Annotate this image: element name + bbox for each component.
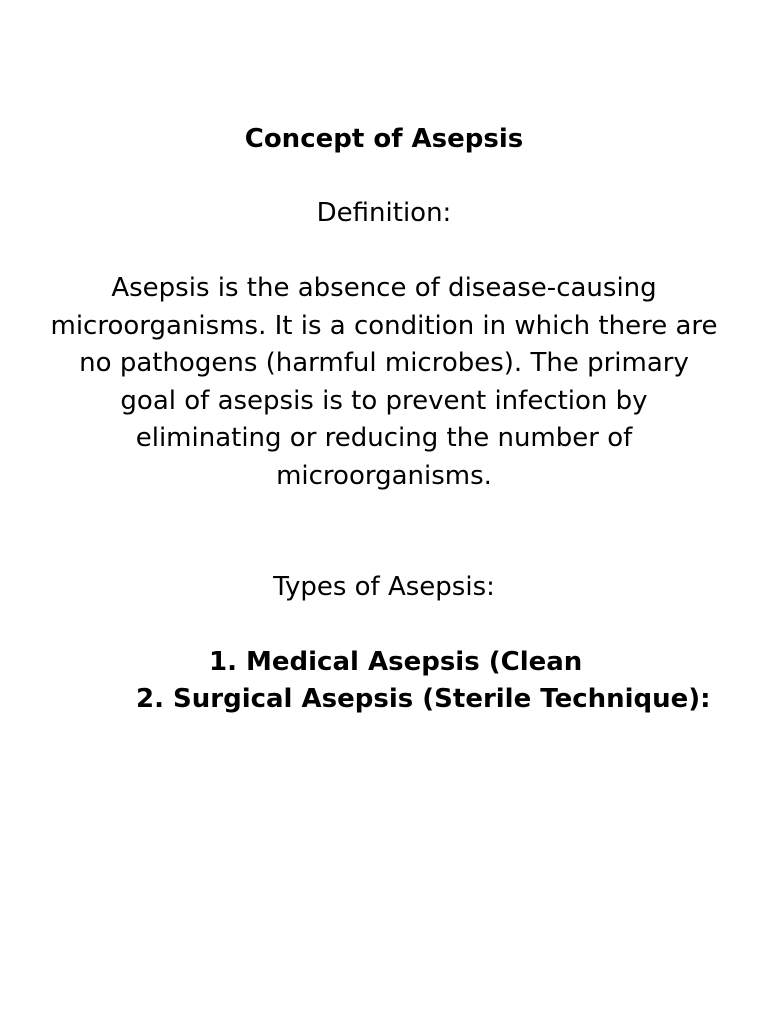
list-item: 1. Medical Asepsis (Clean — [209, 647, 583, 677]
definition-line: microorganisms. — [276, 460, 492, 491]
definition-line: microorganisms. It is a condition in which there are — [50, 310, 718, 341]
definition-paragraph — [20, 270, 748, 495]
definition-line: goal of asepsis is to prevent infection by — [120, 385, 648, 416]
definition-heading: Definition: — [316, 198, 452, 228]
types-list — [0, 644, 768, 718]
list-item: 2. Surgical Asepsis (Sterile Technique): — [136, 684, 711, 714]
definition-line: eliminating or reducing the number of — [135, 423, 633, 453]
types-heading: Types of Asepsis: — [273, 572, 495, 602]
definition-line: no pathogens (harmful microbes). The primary — [79, 348, 689, 378]
page-title: Concept of Asepsis — [244, 124, 524, 154]
definition-line: Asepsis is the absence of disease-causing — [111, 273, 657, 303]
